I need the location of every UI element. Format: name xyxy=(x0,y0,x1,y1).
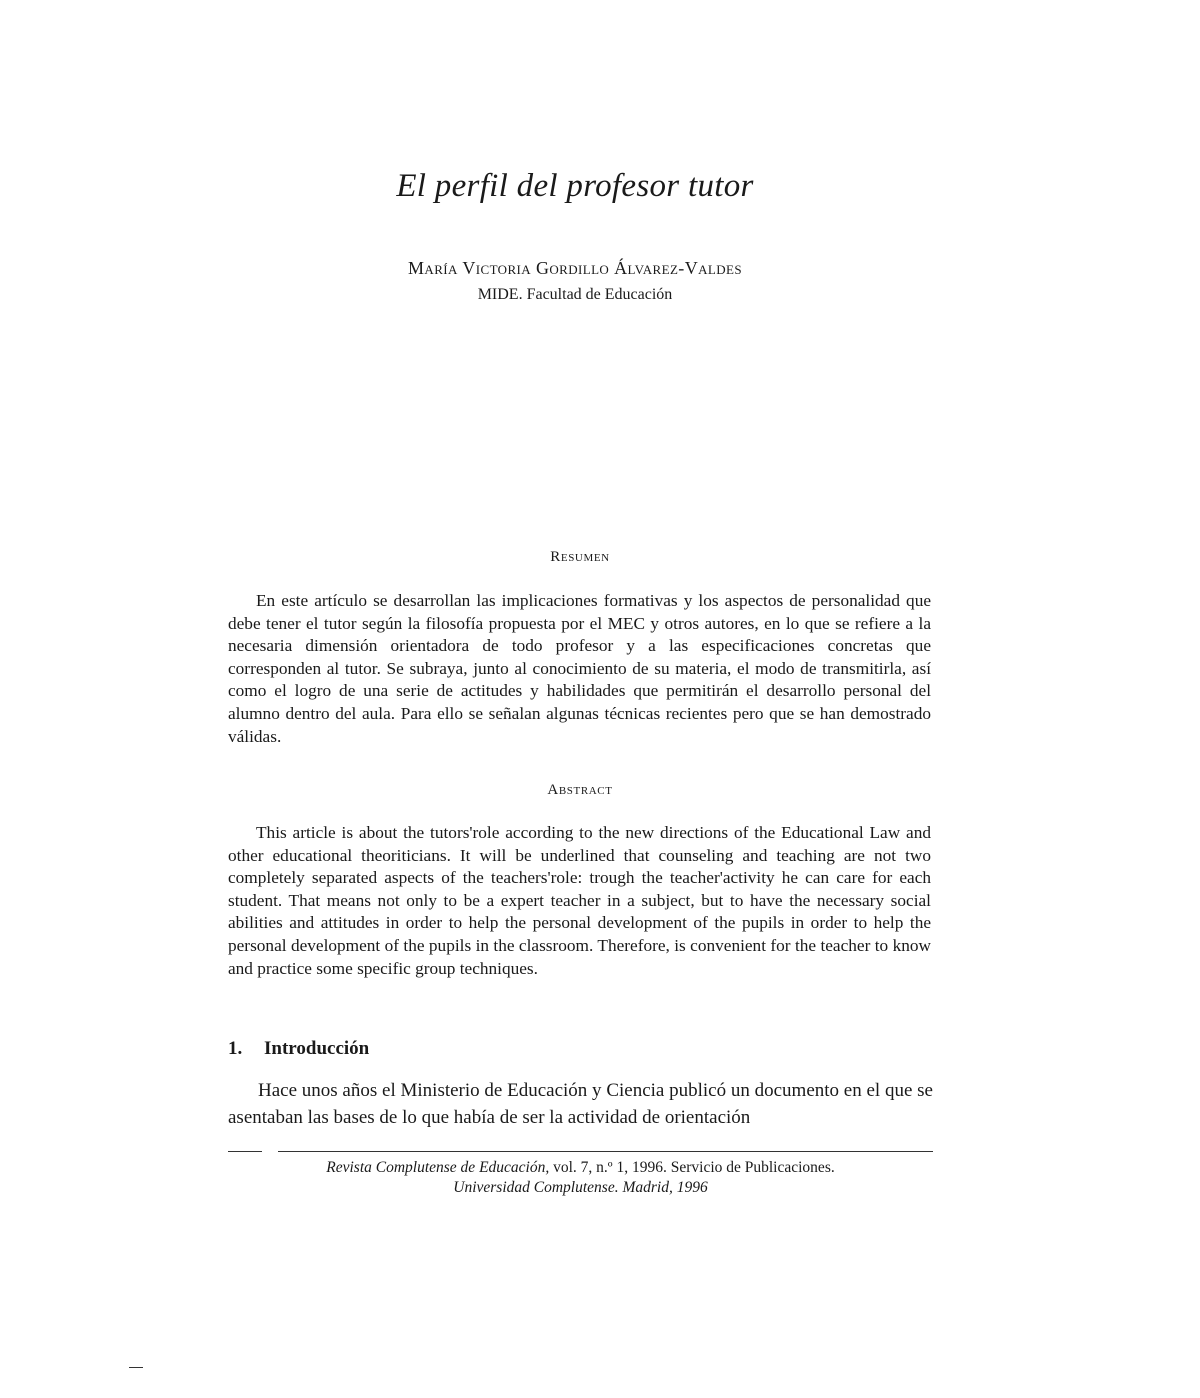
author-name: María Victoria Gordillo Álvarez-Valdes xyxy=(408,258,742,278)
section-heading xyxy=(228,1038,369,1060)
footer-line-1 xyxy=(228,1158,933,1178)
page-corner-mark xyxy=(129,1367,143,1368)
journal-name: Revista Complutense de Educación, xyxy=(326,1159,550,1176)
footnote-rule-long xyxy=(278,1151,933,1152)
body-paragraph: Hace unos años el Ministerio de Educación y Ciencia publicó un documento en el que se asentaban las bases de lo que había de ser la actividad de orientación xyxy=(228,1080,933,1128)
abstract-heading: Abstract xyxy=(547,782,613,798)
section-number: 1. xyxy=(228,1038,243,1059)
publisher-line: Universidad Complutense. Madrid, 1996 xyxy=(453,1179,708,1196)
footnote-rule-short xyxy=(228,1151,262,1152)
resumen-text: En este artículo se desarrollan las implicaciones formativas y los aspectos de personalidad que debe tener el tutor según la filosofía propuesta por el MEC y otros autores, en lo que se refiere a la necesaria dimensión orientadora de todo profesor y a las especificaciones concretas que corresponden al tutor. Se subraya, junto al conocimiento de su materia, el modo de transmitirla, así como el logro de una serie de actitudes y habilidades que permitirán el desarrollo personal del alumno dentro del aula. Para ello se señalan algunas técnicas recientes pero que se han demostrado válidas. xyxy=(228,591,931,746)
journal-details: vol. 7, n.º 1, 1996. Servicio de Publicaciones. xyxy=(553,1159,835,1176)
article-title: El perfil del profesor tutor xyxy=(396,168,754,204)
author-affiliation: MIDE. Facultad de Educación xyxy=(477,286,673,303)
abstract-text: This article is about the tutors'role according to the new directions of the Educational Law and other educational theoriticians. It will be underlined that counseling and teaching are not two completely separated aspects of the teachers'role: trough the teacher'activity he can care for each student. That means not only to be a expert teacher in a subject, but to have the necessary social abilities and attitudes in order to help the personal development of the pupils in order to help the personal development of the pupils in the classroom. Therefore, is convenient for the teacher to know and practice some specific group techniques. xyxy=(228,823,931,978)
footer-line-2 xyxy=(228,1178,933,1198)
resumen-heading: Resumen xyxy=(550,549,610,565)
publication-footer xyxy=(228,1158,933,1198)
section-title: Introducción xyxy=(264,1038,370,1059)
